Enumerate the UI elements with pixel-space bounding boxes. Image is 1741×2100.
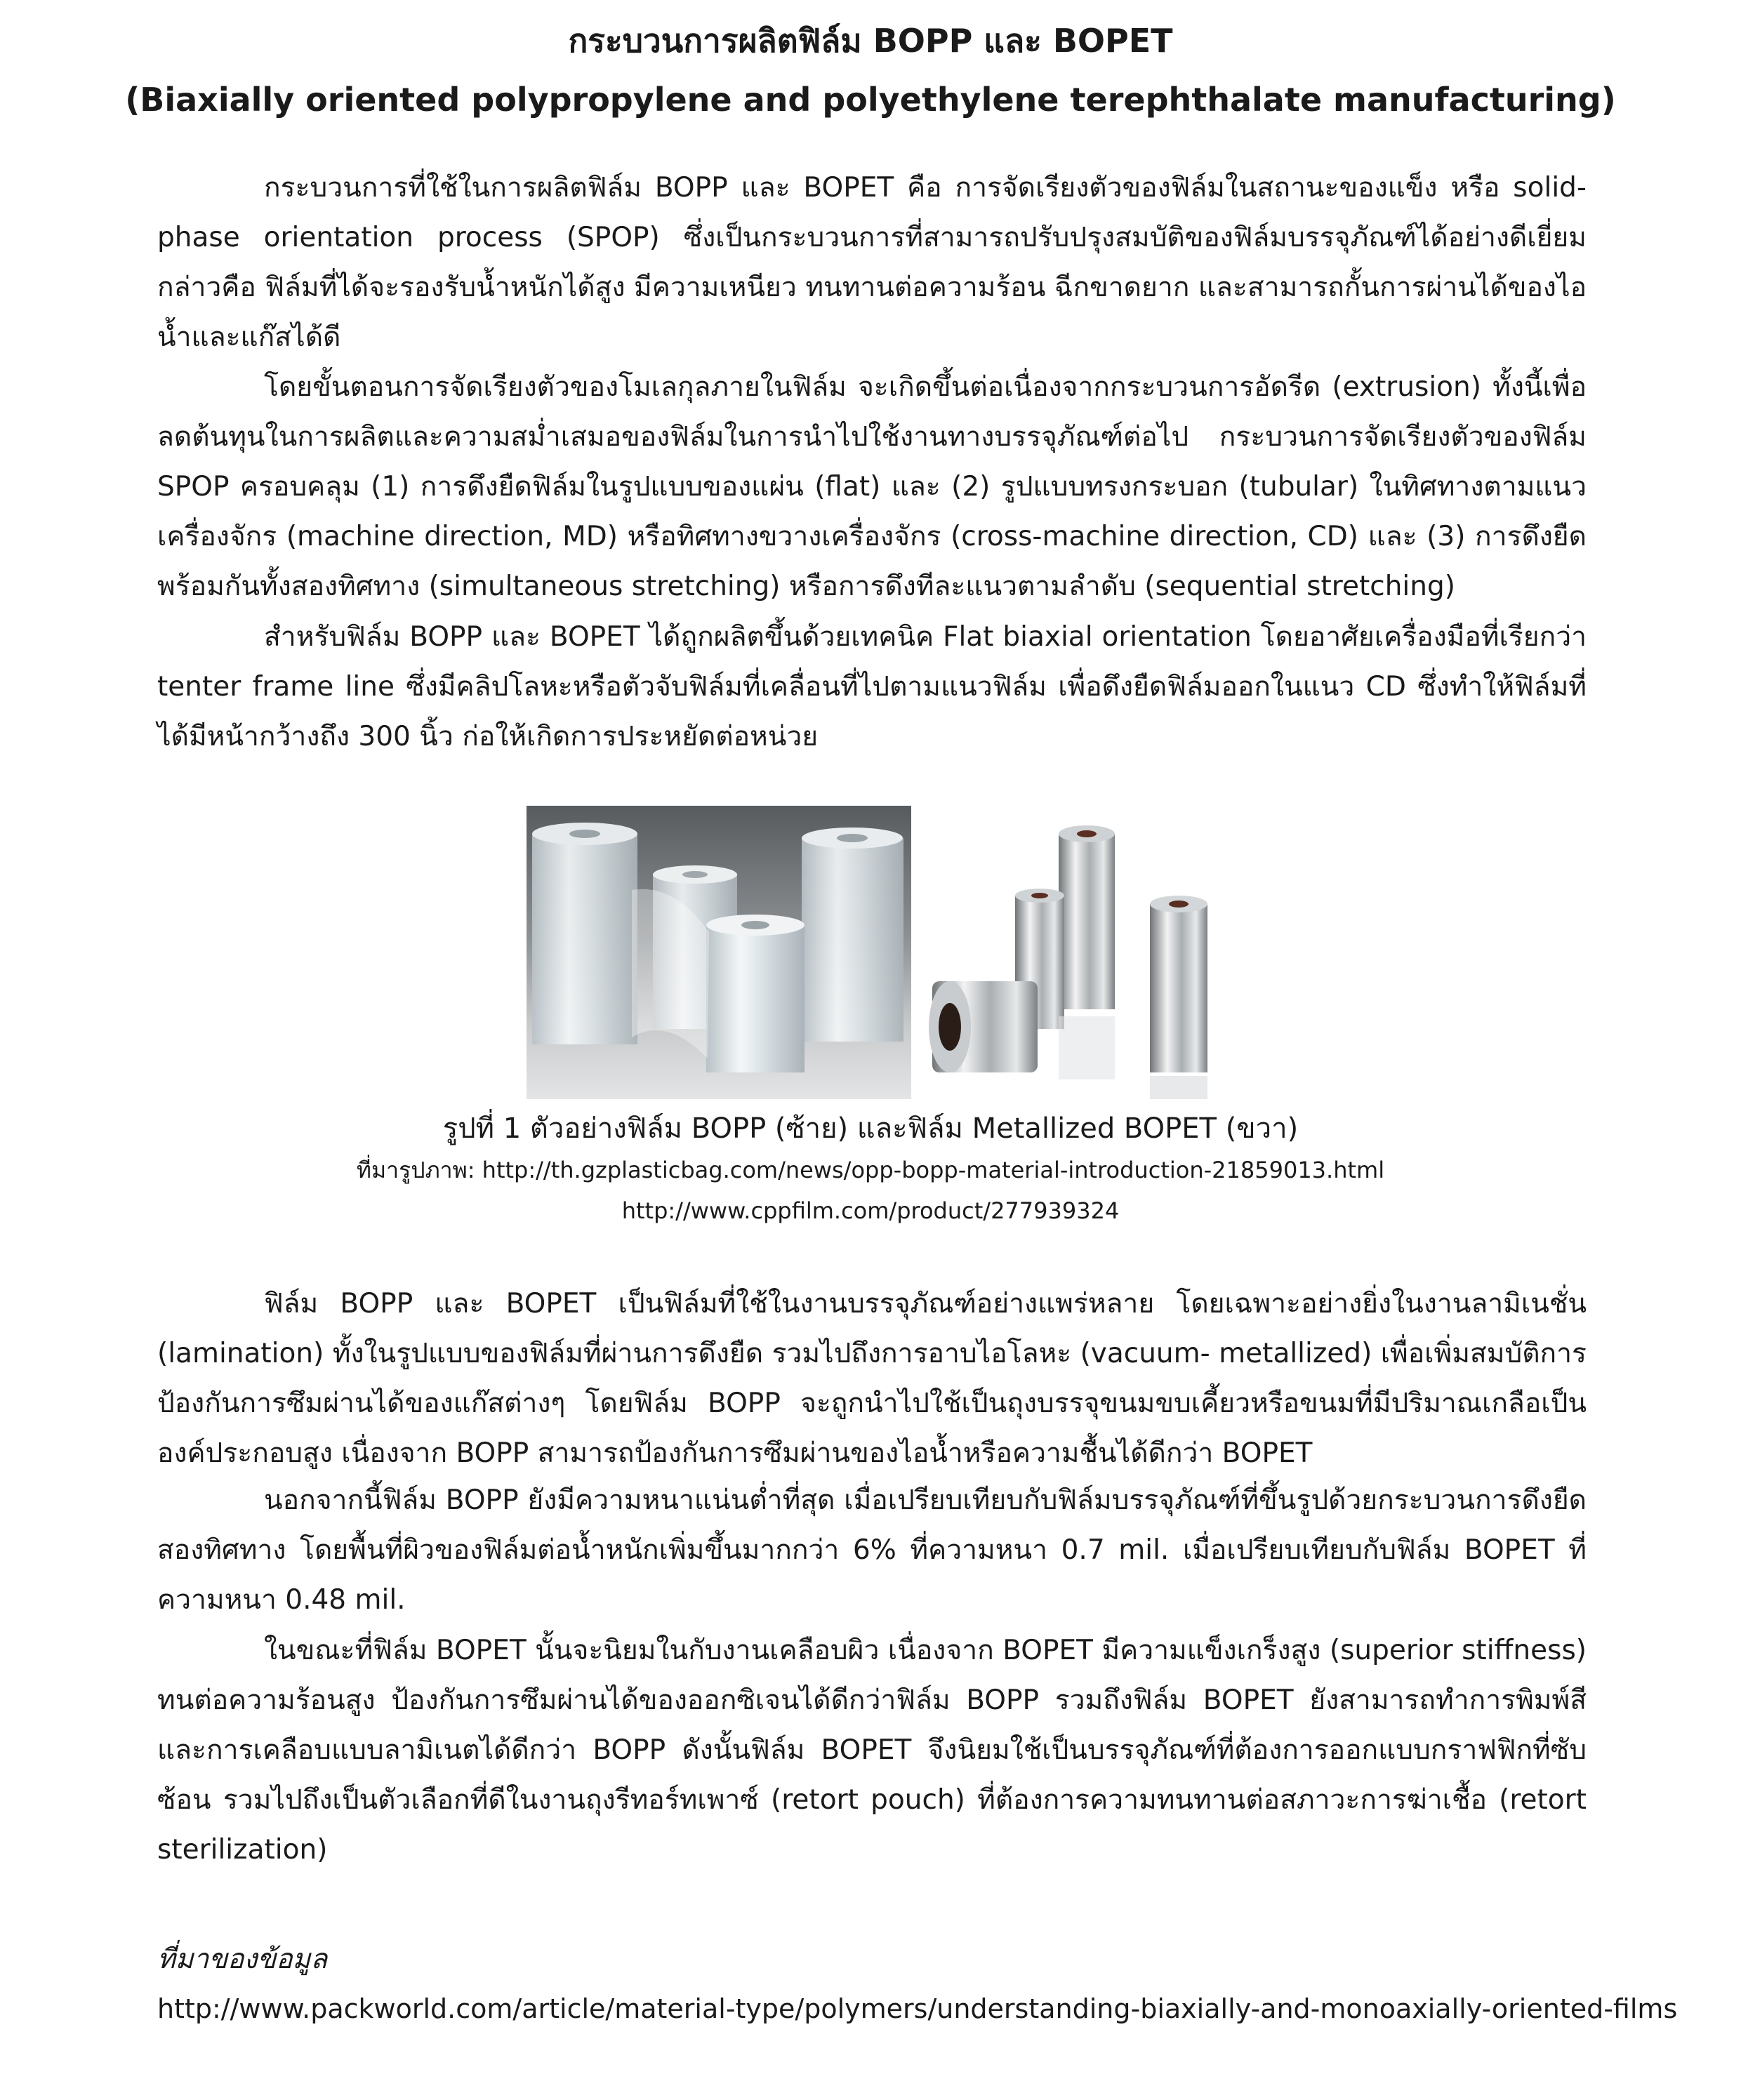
paragraph-3: สำหรับฟิล์ม BOPP และ BOPET ได้ถูกผลิตขึ้นด้วยเทคนิค Flat biaxial orientation โดยอาศัยเครื่องมือที่เรียกว่า tenter frame line ซึ่งมีคลิปโลหะหรือตัวจับฟิล์มที่เคลื่อนที่ไปตามแนวฟิล์ม เพื่อดึงยืดฟิล์มออกในแนว CD ซึ่งทำให้ฟิล์มที่ได้มีหน้ากว้างถึง 300 นิ้ว ก่อให้เกิดการประหยัดต่อหน่วย: [157, 621, 1587, 752]
data-source-url: http://www.packworld.com/article/material-type/polymers/understanding-biaxially-and-monoaxially-oriented-films: [157, 1993, 1678, 2024]
title-english: (Biaxially oriented polypropylene and polyethylene terephthalate manufacturing): [125, 81, 1616, 119]
metallized-bopet-rolls-photo: [918, 806, 1219, 1099]
figure-source-line-2: http://www.cppfilm.com/product/277939324: [621, 1197, 1120, 1224]
title-thai: กระบวนการผลิตฟิล์ม BOPP และ BOPET: [568, 22, 1173, 60]
clear-film-rolls-illustration: [527, 806, 911, 1099]
figure-photos: [527, 806, 1219, 1099]
paragraph-2: โดยขั้นตอนการจัดเรียงตัวของโมเลกุลภายในฟิล์ม จะเกิดขึ้นต่อเนื่องจากกระบวนการอัดรีด (extrusion) ทั้งนี้เพื่อลดต้นทุนในการผลิตและความสม่ำเสมอของฟิล์มในการนำไปใช้งานทางบรรจุภัณฑ์ต่อไป กระบวนการจัดเรียงตัวของฟิล์ม SPOP ครอบคลุม (1) การดึงยืดฟิล์มในรูปแบบของแผ่น (flat) และ (2) รูปแบบทรงกระบอก (tubular) ในทิศทางตามแนวเครื่องจักร (machine direction, MD) หรือทิศทางขวางเครื่องจักร (cross-machine direction, CD) และ (3) การดึงยืดพร้อมกันทั้งสองทิศทาง (simultaneous stretching) หรือการดึงทีละแนวตามลำดับ (sequential stretching): [157, 371, 1587, 602]
paragraph-6: ในขณะที่ฟิล์ม BOPET นั้นจะนิยมในกับงานเคลือบผิว เนื่องจาก BOPET มีความแข็งเกร็งสูง (superior stiffness) ทนต่อความร้อนสูง ป้องกันการซึมผ่านได้ของออกซิเจนได้ดีกว่าฟิล์ม BOPP รวมถึงฟิล์ม BOPET ยังสามารถทำการพิมพ์สีและการเคลือบแบบลามิเนตได้ดีกว่า BOPP ดังนั้นฟิล์ม BOPET จึงนิยมใช้เป็นบรรจุภัณฑ์ที่ต้องการออกแบบกราฟฟิกที่ซับซ้อน รวมไปถึงเป็นตัวเลือกที่ดีในงานถุงรีทอร์ทเพาซ์ (retort pouch) ที่ต้องการความทนทานต่อสภาวะการฆ่าเชื้อ (retort sterilization): [157, 1635, 1587, 1866]
paragraph-4: ฟิล์ม BOPP และ BOPET เป็นฟิล์มที่ใช้ในงานบรรจุภัณฑ์อย่างแพร่หลาย โดยเฉพาะอย่างยิ่งในงานลามิเนชั่น (lamination) ทั้งในรูปแบบของฟิล์มที่ผ่านการดึงยืด รวมไปถึงการอาบไอโลหะ (vacuum- metallized) เพื่อเพิ่มสมบัติการป้องกันการซึมผ่านได้ของแก๊สต่างๆ โดยฟิล์ม BOPP จะถูกนำไปใช้เป็นถุงบรรจุขนมขบเคี้ยวหรือขนมที่มีปริมาณเกลือเป็นองค์ประกอบสูง เนื่องจาก BOPP สามารถป้องกันการซึมผ่านของไอน้ำหรือความชื้นได้ดีกว่า BOPET: [157, 1288, 1587, 1469]
figure-source-line-1: ที่มารูปภาพ: http://th.gzplasticbag.com/news/opp-bopp-material-introduction-21859013.html: [356, 1157, 1385, 1183]
metallized-film-rolls-illustration: [918, 806, 1219, 1099]
paragraph-5: นอกจากนี้ฟิล์ม BOPP ยังมีความหนาแน่นต่ำที่สุด เมื่อเปรียบเทียบกับฟิล์มบรรจุภัณฑ์ที่ขึ้นรูปด้วยกระบวนการดึงยืดสองทิศทาง โดยพื้นที่ผิวของฟิล์มต่อน้ำหนักเพิ่มขึ้นมากกว่า 6% ที่ความหนา 0.7 mil. เมื่อเปรียบเทียบกับฟิล์ม BOPET ที่ความหนา 0.48 mil.: [157, 1484, 1587, 1616]
data-source-label: ที่มาของข้อมูล: [157, 1943, 328, 1975]
bopp-film-rolls-photo: [527, 806, 911, 1099]
paragraph-1: กระบวนการที่ใช้ในการผลิตฟิล์ม BOPP และ BOPET คือ การจัดเรียงตัวของฟิล์มในสถานะของแข็ง หรือ solid-phase orientation process (SPOP) ซึ่งเป็นกระบวนการที่สามารถปรับปรุงสมบัติของฟิล์มบรรจุภัณฑ์ได้อย่างดีเยี่ยม กล่าวคือ ฟิล์มที่ได้จะรองรับน้ำหนักได้สูง มีความเหนียว ทนทานต่อความร้อน ฉีกขาดยาก และสามารถกั้นการผ่านได้ของไอน้ำและแก๊สได้ดี: [157, 172, 1587, 353]
figure-caption: รูปที่ 1 ตัวอย่างฟิล์ม BOPP (ซ้าย) และฟิล์ม Metallized BOPET (ขวา): [442, 1112, 1299, 1145]
